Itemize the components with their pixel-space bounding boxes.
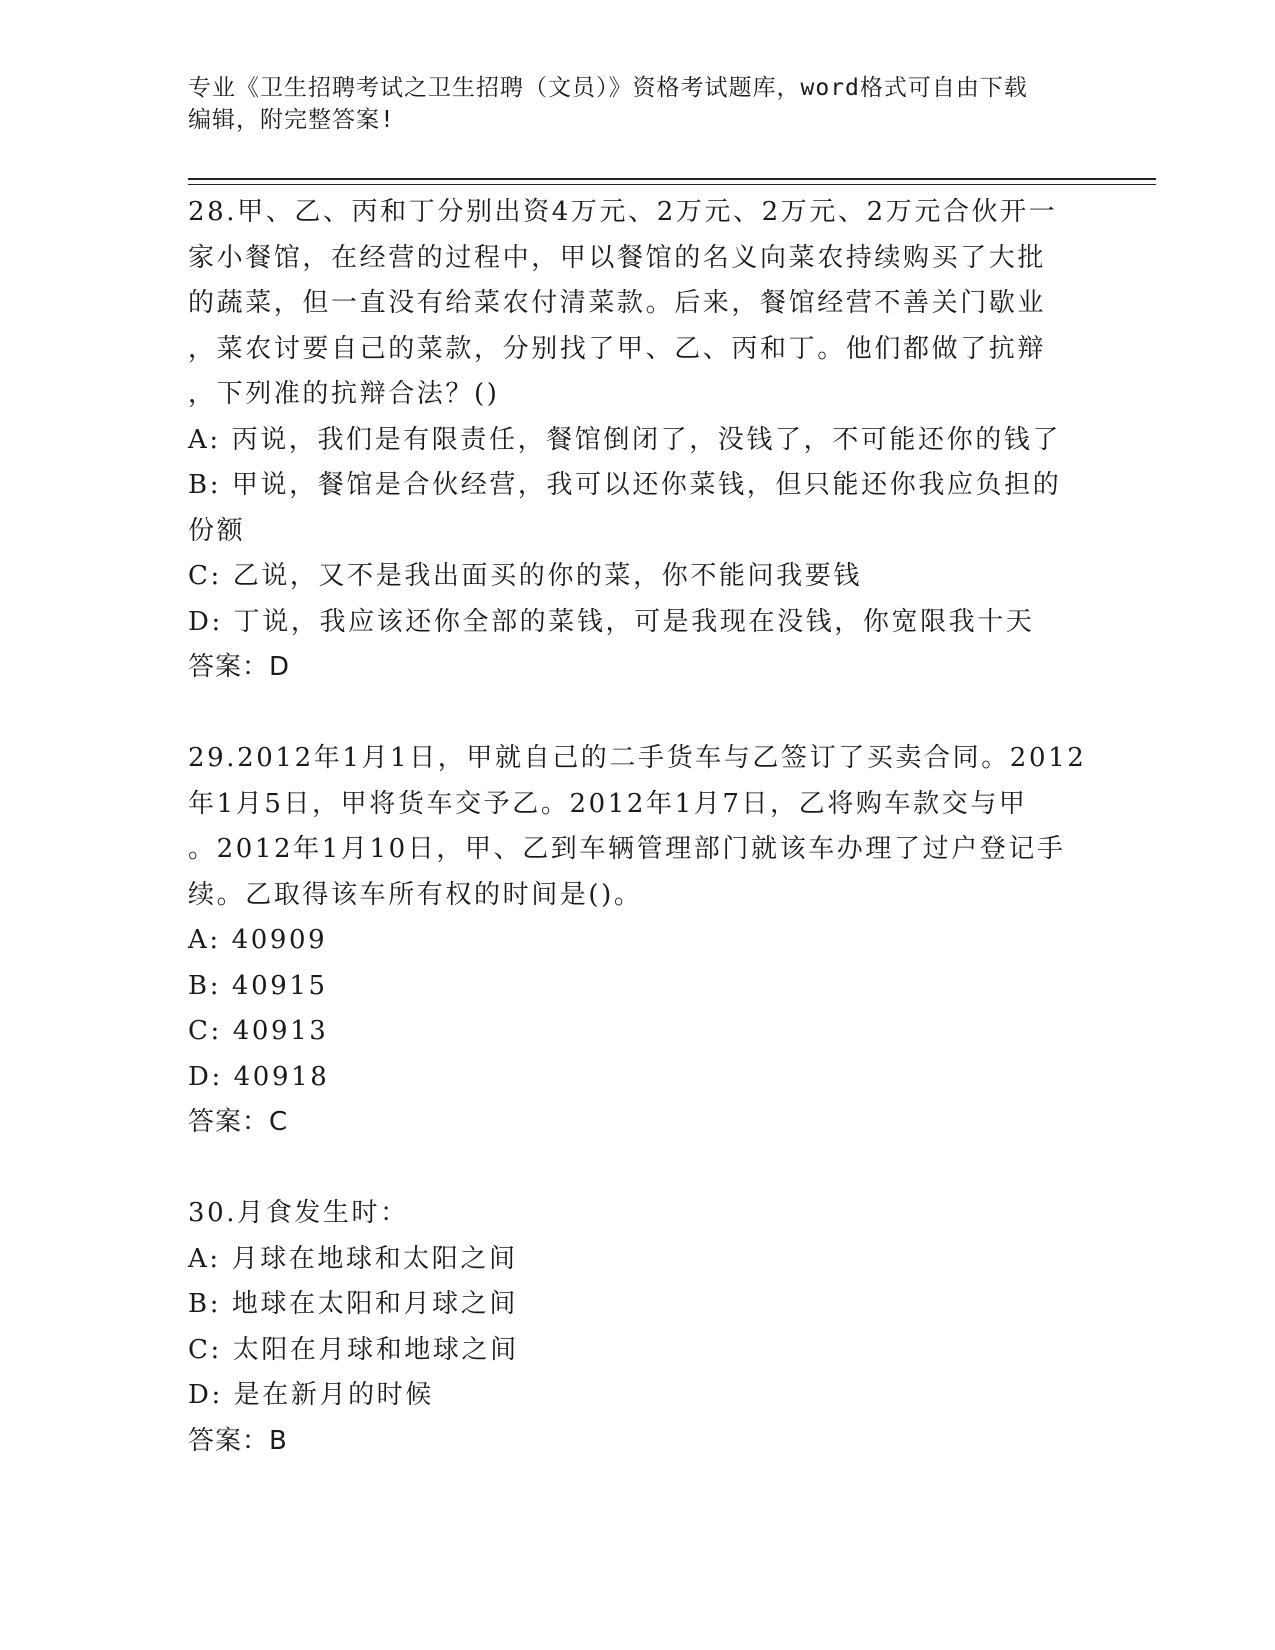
spacer xyxy=(188,1146,1088,1192)
option-a: A: 月球在地球和太阳之间 xyxy=(188,1243,518,1274)
option-a: A: 40909 xyxy=(188,925,328,955)
option-b: B: 甲说，餐馆是合伙经营，我可以还你菜钱，但只能还你我应负担的 xyxy=(188,470,1062,500)
option-b: B: 地球在太阳和月球之间 xyxy=(188,1289,518,1319)
option-b-continued: 份额 xyxy=(188,515,246,546)
question-text-line: 家小餐馆，在经营的过程中，甲以餐馆的名义向菜农持续购买了大批 xyxy=(188,242,1047,273)
question-28 xyxy=(188,190,1088,691)
option-d: D: 40918 xyxy=(188,1061,330,1092)
question-text-line: ，菜农讨要自己的菜款，分别找了甲、乙、丙和丁。他们都做了抗辩 xyxy=(188,333,1047,364)
spacer xyxy=(188,691,1088,737)
header-divider-thick xyxy=(188,178,1156,180)
option-c: C: 40913 xyxy=(188,1016,329,1046)
question-30 xyxy=(188,1191,1088,1464)
question-text-line: 30.月食发生时： xyxy=(188,1198,409,1228)
option-d: D: 丁说，我应该还你全部的菜钱，可是我现在没钱，你宽限我十天 xyxy=(188,606,1035,637)
question-text-line: 29.2012年1月1日，甲就自己的二手货车与乙签订了买卖合同。2012 xyxy=(188,743,1087,773)
question-text-line: 。2012年1月10日，甲、乙到车辆管理部门就该车办理了过户登记手 xyxy=(188,834,1066,864)
header-line: 专业《卫生招聘考试之卫生招聘（文员）》资格考试题库，word格式可自由下载 xyxy=(188,75,1028,101)
question-text-line: 年1月5日，甲将货车交予乙。2012年1月7日，乙将购车款交与甲 xyxy=(188,788,1028,819)
option-d: D: 是在新月的时候 xyxy=(188,1380,434,1410)
header-line: 编辑，附完整答案! xyxy=(188,107,395,133)
option-b: B: 40915 xyxy=(188,970,328,1001)
option-a: A: 丙说，我们是有限责任，餐馆倒闭了，没钱了，不可能还你的钱了 xyxy=(188,424,1062,455)
question-text-line: 续。乙取得该车所有权的时间是()。 xyxy=(188,879,643,910)
option-c: C: 太阳在月球和地球之间 xyxy=(188,1334,519,1365)
header-divider-thin xyxy=(188,184,1156,185)
answer-label: 答案：C xyxy=(188,1107,289,1137)
option-c: C: 乙说，又不是我出面买的你的菜，你不能问我要钱 xyxy=(188,561,862,591)
document-header xyxy=(188,72,1088,136)
question-text-line: ，下列准的抗辩合法？() xyxy=(188,379,500,409)
question-29 xyxy=(188,736,1088,1146)
question-text-line: 28.甲、乙、丙和丁分别出资4万元、2万元、2万元、2万元合伙开一 xyxy=(188,197,1058,227)
question-text-line: 的蔬菜，但一直没有给菜农付清菜款。后来，餐馆经营不善关门歇业 xyxy=(188,288,1047,318)
answer-label: 答案：D xyxy=(188,652,291,682)
answer-label: 答案：B xyxy=(188,1425,288,1456)
question-list xyxy=(188,190,1088,1464)
